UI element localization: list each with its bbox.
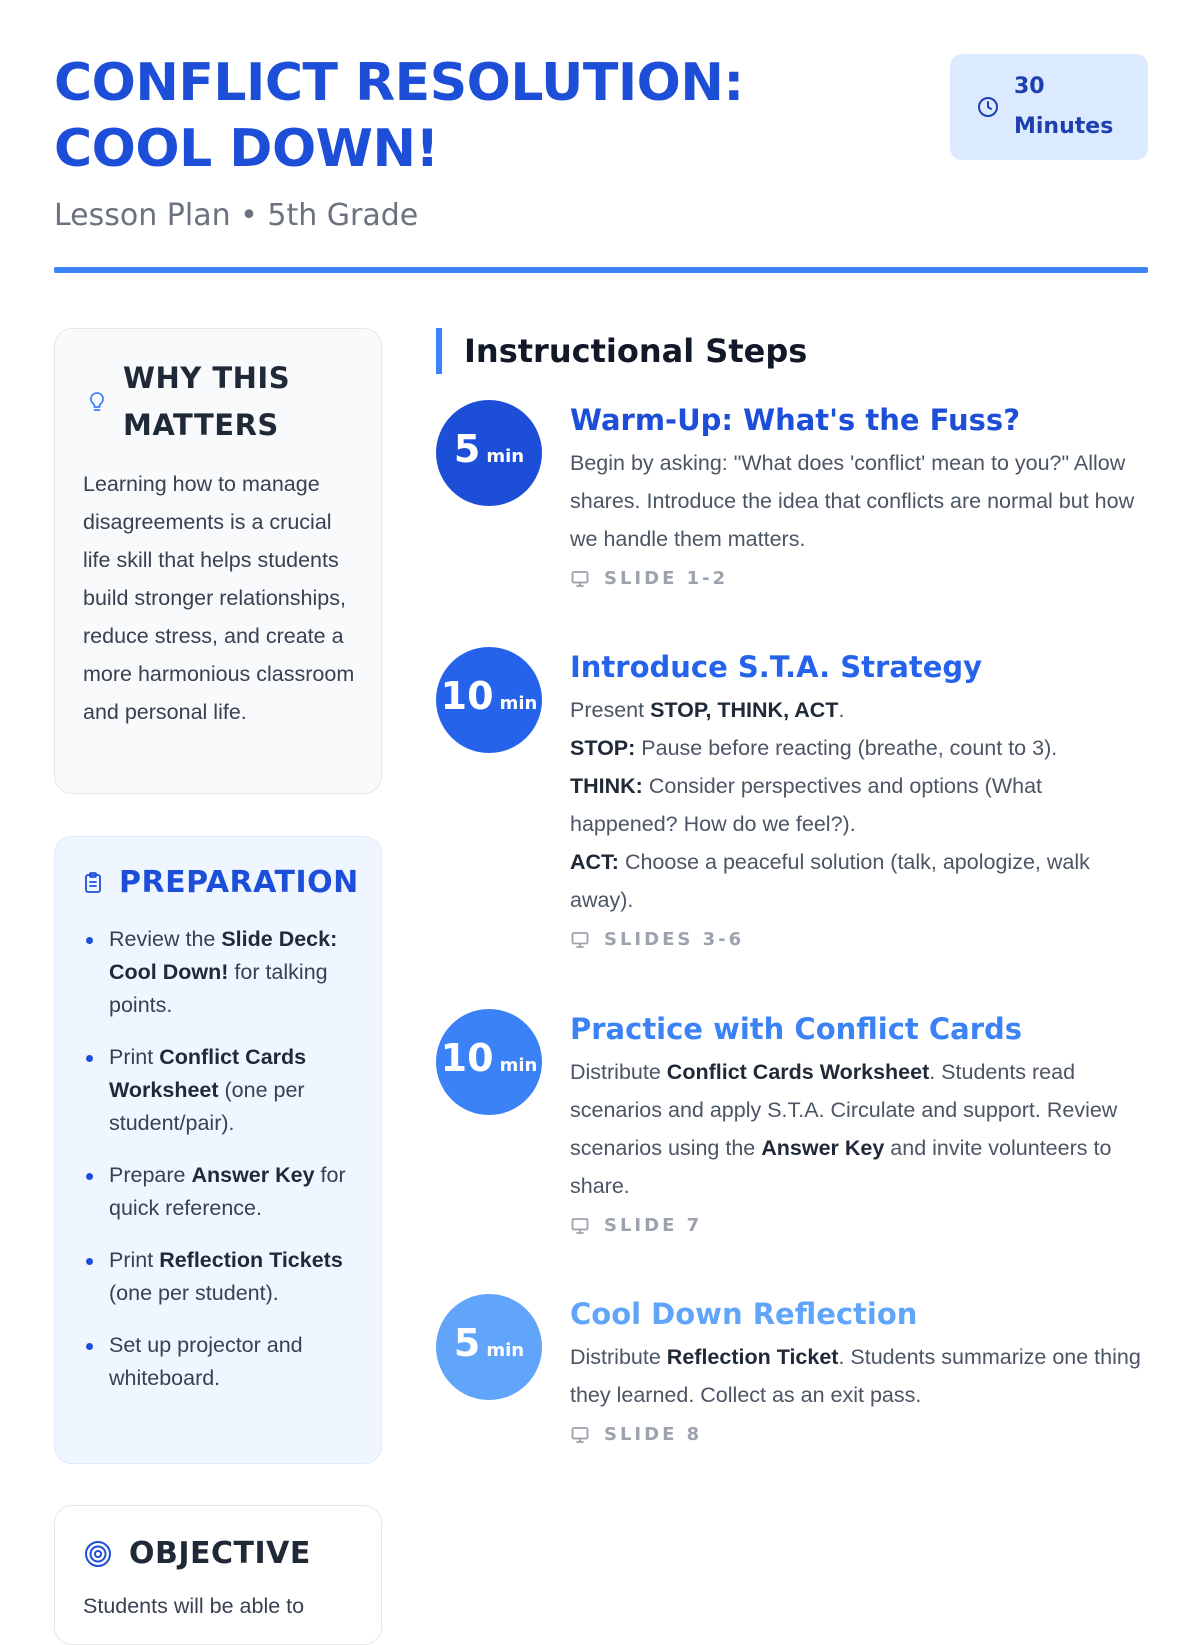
text-segment: . Students read scenarios and apply S.T.A. Circulate and support. Review scenarios using the bbox=[570, 1060, 1118, 1160]
page-title-line2: COOL DOWN! bbox=[54, 119, 439, 179]
why-title bbox=[123, 355, 353, 449]
step-description bbox=[570, 691, 1148, 919]
header-divider bbox=[54, 267, 1148, 273]
list-item bbox=[83, 1244, 363, 1310]
target-icon bbox=[83, 1539, 113, 1569]
text-segment: . Students summarize one thing they learned. Collect as an exit pass. bbox=[570, 1345, 1141, 1407]
text-segment: Distribute bbox=[570, 1060, 667, 1084]
step-title: Warm-Up: What's the Fuss? bbox=[570, 403, 1021, 437]
text-segment: Pause before reacting (breathe, count to 3). bbox=[635, 736, 1058, 760]
step-duration-circle bbox=[436, 1009, 542, 1115]
item-text: Review the bbox=[109, 927, 222, 951]
why-this-matters-card bbox=[54, 328, 382, 794]
slide-label: SLIDES 3-6 bbox=[604, 929, 745, 950]
step-title: Introduce S.T.A. Strategy bbox=[570, 650, 983, 684]
text-bold: STOP, THINK, ACT bbox=[650, 698, 839, 722]
why-title-line2: MATTERS bbox=[123, 408, 279, 442]
text-bold: ACT: bbox=[570, 850, 619, 874]
list-item bbox=[83, 1329, 363, 1395]
item-bold: Conflict Cards Worksheet bbox=[109, 1045, 307, 1102]
item-text: Prepare bbox=[109, 1163, 192, 1187]
list-item bbox=[83, 923, 363, 1022]
step-duration-circle bbox=[436, 400, 542, 506]
step-intro bbox=[570, 691, 1148, 729]
preparation-title: PREPARATION bbox=[119, 865, 359, 900]
monitor-icon bbox=[570, 569, 590, 589]
why-body: Learning how to manage disagreements is a crucial life skill that helps students build stronger relationships, reduce stress, and create a more harmonious classroom and personal life. bbox=[83, 472, 355, 724]
step-duration-circle bbox=[436, 1294, 542, 1400]
step-content bbox=[570, 1294, 1148, 1445]
page-title-line1: CONFLICT RESOLUTION: bbox=[54, 53, 744, 113]
text-bold: STOP: bbox=[570, 736, 636, 760]
monitor-icon bbox=[570, 1216, 590, 1236]
step-min-label: min bbox=[499, 1055, 538, 1076]
duration-badge bbox=[950, 54, 1148, 160]
objective-title: OBJECTIVE bbox=[129, 1536, 311, 1571]
step-content bbox=[570, 400, 1148, 589]
item-text: Print bbox=[109, 1248, 160, 1272]
duration-value: 30 bbox=[1014, 74, 1045, 99]
monitor-icon bbox=[570, 1425, 590, 1445]
lightbulb-icon bbox=[87, 390, 107, 414]
slide-label: SLIDE 7 bbox=[604, 1215, 703, 1236]
item-bold: Slide Deck: Cool Down! bbox=[109, 927, 338, 984]
step-description bbox=[570, 1053, 1148, 1205]
item-text: for quick reference. bbox=[109, 1163, 346, 1220]
preparation-header bbox=[83, 865, 359, 900]
step-minutes: 10 bbox=[440, 674, 494, 718]
slide-reference bbox=[570, 929, 1148, 950]
step-minutes: 10 bbox=[440, 1036, 494, 1080]
page-subtitle: Lesson Plan • 5th Grade bbox=[54, 198, 419, 233]
text-segment: Choose a peaceful solution (talk, apologize, walk away). bbox=[570, 850, 1090, 912]
step-min-label: min bbox=[499, 693, 538, 714]
slide-reference bbox=[570, 1215, 1148, 1236]
text-segment: Present bbox=[570, 698, 651, 722]
list-item bbox=[83, 1159, 363, 1225]
step-minutes: 5 bbox=[453, 427, 481, 471]
text-segment: Distribute bbox=[570, 1345, 667, 1369]
step-stop bbox=[570, 729, 1148, 767]
duration-text bbox=[1014, 67, 1113, 147]
steps-header bbox=[436, 328, 807, 374]
preparation-list bbox=[83, 923, 363, 1414]
step-content bbox=[570, 647, 1148, 950]
item-text: (one per student/pair). bbox=[109, 1078, 305, 1135]
item-text: Set up projector and whiteboard. bbox=[109, 1333, 303, 1390]
slide-reference bbox=[570, 1424, 1148, 1445]
slide-reference bbox=[570, 568, 1148, 589]
step-think bbox=[570, 767, 1148, 843]
why-title-line1: WHY THIS bbox=[123, 361, 291, 395]
page-title bbox=[54, 50, 874, 182]
preparation-card bbox=[54, 836, 382, 1464]
slide-label: SLIDE 1-2 bbox=[604, 568, 729, 589]
step-description bbox=[570, 1338, 1148, 1414]
step-minutes: 5 bbox=[453, 1321, 481, 1365]
slide-label: SLIDE 8 bbox=[604, 1424, 703, 1445]
page-header bbox=[54, 50, 1148, 233]
step-description: Begin by asking: "What does 'conflict' mean to you?" Allow shares. Introduce the idea that conflicts are normal but how we handle them matters. bbox=[570, 451, 1135, 551]
text-bold: Conflict Cards Worksheet bbox=[666, 1060, 930, 1084]
step-duration-circle bbox=[436, 647, 542, 753]
item-bold: Answer Key bbox=[191, 1163, 315, 1187]
why-header bbox=[87, 355, 353, 449]
monitor-icon bbox=[570, 930, 590, 950]
step-content bbox=[570, 1009, 1148, 1236]
text-bold: Reflection Ticket bbox=[666, 1345, 839, 1369]
objective-card bbox=[54, 1505, 382, 1645]
step-min-label: min bbox=[486, 446, 525, 467]
item-text: Print bbox=[109, 1045, 160, 1069]
clipboard-icon bbox=[83, 871, 103, 895]
step-title: Practice with Conflict Cards bbox=[570, 1012, 1023, 1046]
clock-icon bbox=[976, 95, 1000, 119]
objective-text: Students will be able to bbox=[83, 1594, 305, 1618]
steps-title: Instructional Steps bbox=[464, 332, 808, 370]
item-text: (one per student). bbox=[109, 1281, 279, 1305]
list-item bbox=[83, 1041, 363, 1140]
objective-header bbox=[83, 1536, 311, 1571]
text-segment: and invite volunteers to share. bbox=[570, 1136, 1112, 1198]
item-bold: Reflection Tickets bbox=[159, 1248, 343, 1272]
text-segment: Consider perspectives and options (What happened? How do we feel?). bbox=[570, 774, 1043, 836]
text-bold: THINK: bbox=[570, 774, 643, 798]
item-text: for talking points. bbox=[109, 960, 328, 1017]
step-min-label: min bbox=[486, 1340, 525, 1361]
step-title: Cool Down Reflection bbox=[570, 1297, 918, 1331]
duration-unit: Minutes bbox=[1014, 114, 1114, 139]
text-segment: . bbox=[838, 698, 845, 722]
step-act bbox=[570, 843, 1148, 919]
text-bold: Answer Key bbox=[761, 1136, 885, 1160]
